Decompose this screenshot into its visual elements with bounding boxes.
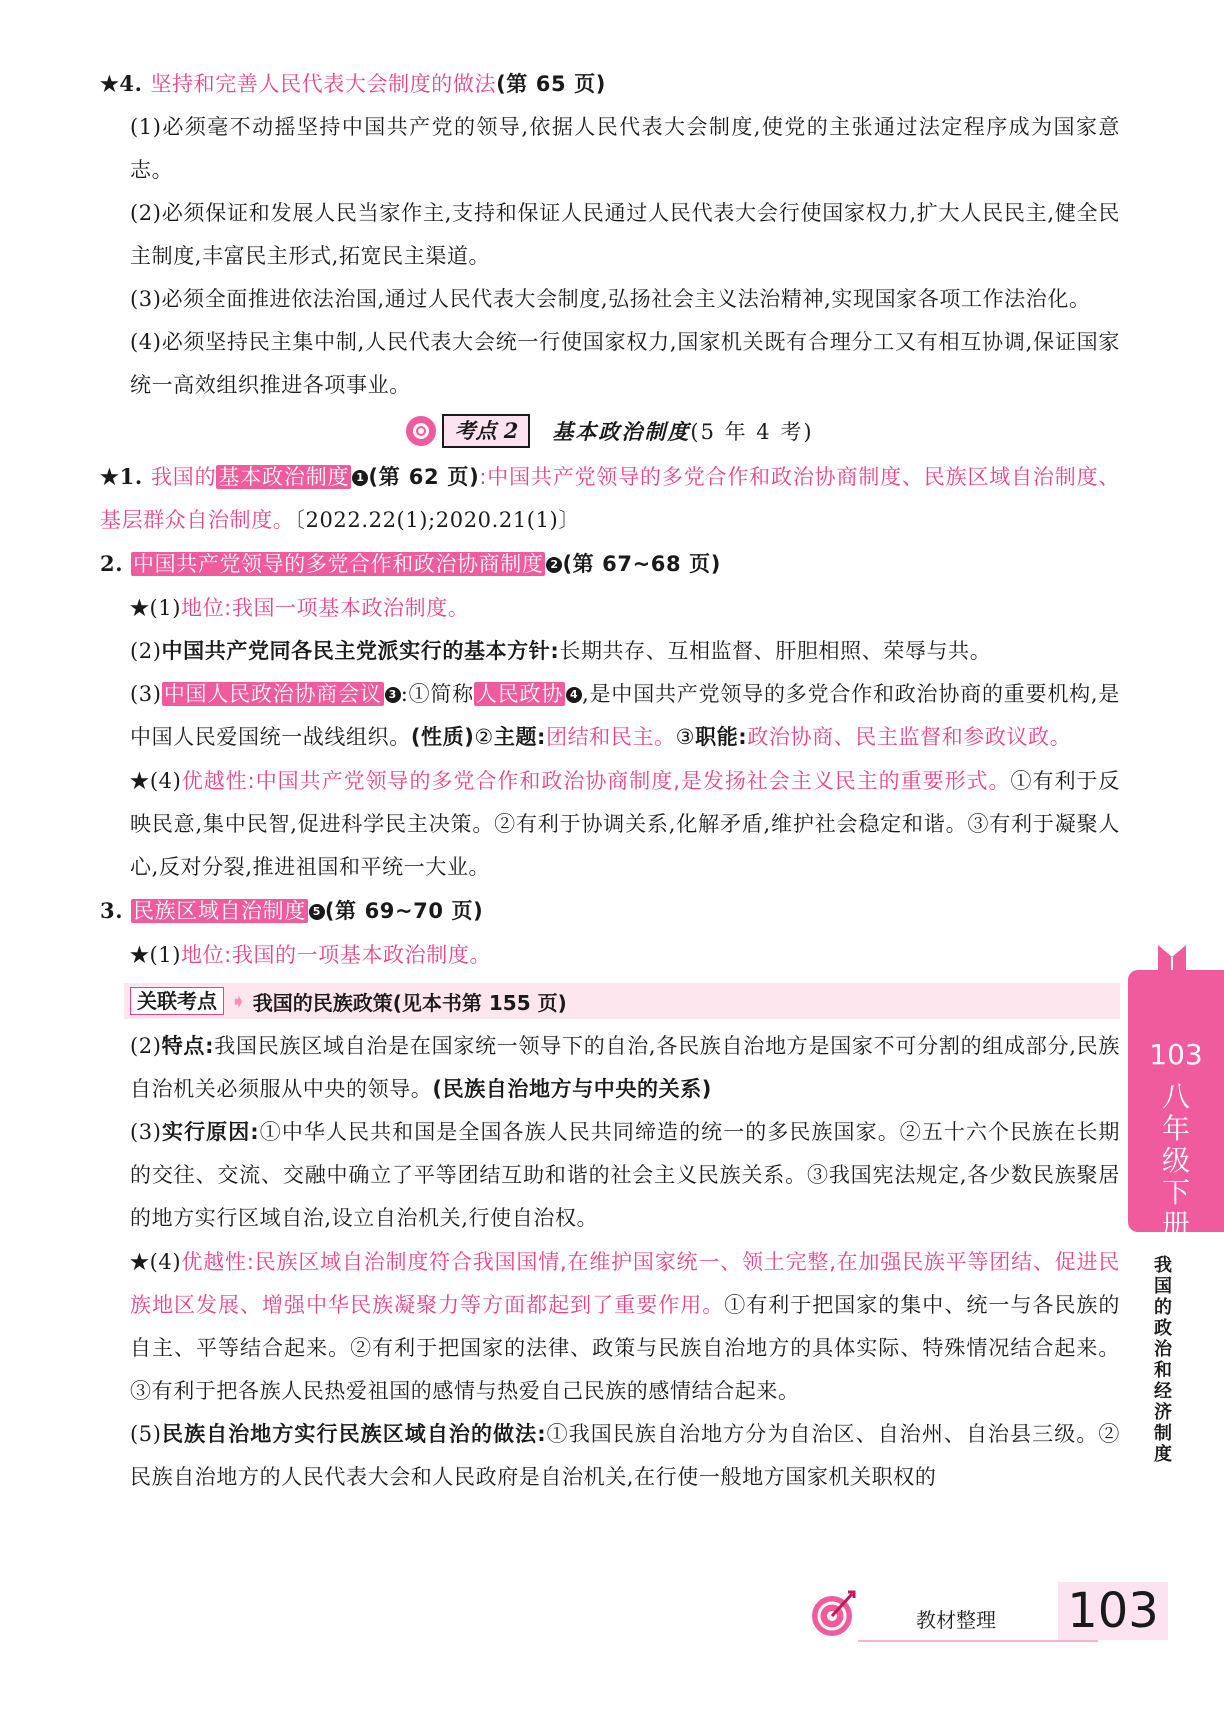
point-3-item-5: (5)民族自治地方实行民族区域自治的做法:①我国民族自治地方分为自治区、自治州、自治县三级。②民族自治地方的人民代表大会和人民政府是自治机关,在行使一般地方国家机关职权的 xyxy=(130,1422,1120,1489)
kaodian-label: 考点 2 xyxy=(442,414,530,448)
point-3-heading: 3. 民族区域自治制度 5 (第 69~70 页) xyxy=(100,898,484,923)
star-marker: ★ xyxy=(130,768,150,793)
target-icon xyxy=(808,1590,856,1638)
point-3-item-1: ★(1)地位:我国的一项基本政治制度。 xyxy=(130,942,492,967)
star-marker: ★1. xyxy=(100,464,151,489)
point-2-item-1: ★(1)地位:我国一项基本政治制度。 xyxy=(130,595,470,620)
star-marker: ★ xyxy=(130,942,150,967)
related-tag: 关联考点 xyxy=(130,987,224,1015)
highlight-term: 基本政治制度 xyxy=(218,465,350,489)
footnote-marker: 4 xyxy=(566,687,582,703)
grade-label: 八年级下册 xyxy=(1161,1080,1190,1241)
footer-rule xyxy=(858,1640,1098,1642)
kaodian-header xyxy=(100,407,1120,455)
star-marker: ★ xyxy=(130,1249,150,1274)
point-1-body: 中国共产党领导的多党合作和政治协商制度、民族区域自治制度、基层群众自治制度。 xyxy=(100,465,1120,532)
related-point-bar xyxy=(124,983,1120,1019)
point-2-item-2: (2)中国共产党同各民主党派实行的基本方针:长期共存、互相监督、肝胆相照、荣辱与共。 xyxy=(130,639,992,663)
kaodian-title: 基本政治制度(5 年 4 考) xyxy=(552,419,814,444)
highlight-term: 民族区域自治制度 xyxy=(133,899,306,923)
target-icon xyxy=(406,416,436,446)
page-ref: (第 69~70 页) xyxy=(324,899,484,923)
grade-side-tab xyxy=(1128,970,1224,1241)
unit-title: 我国的政治和经济制度 xyxy=(1154,1255,1172,1465)
page-ref: (第 62 页) xyxy=(368,465,480,489)
star-marker: ★4. xyxy=(100,71,151,96)
section-4-item-2: (2)必须保证和发展人民当家作主,支持和保证人民通过人民代表大会行使国家权力,扩大人民民主,健全民主制度,丰富民主形式,拓宽民主渠道。 xyxy=(130,201,1120,268)
side-page-number: 103 xyxy=(1149,1038,1203,1071)
footnote-marker: 2 xyxy=(546,557,562,573)
highlight-term: 中国共产党领导的多党合作和政治协商制度 xyxy=(133,552,544,576)
section-4-item-1: (1)必须毫不动摇坚持中国共产党的领导,依据人民代表大会制度,使党的主张通过法定程序成为国家意志。 xyxy=(130,115,1120,182)
point-1: ★1. 我国的基本政治制度 1 (第 62 页):中国共产党领导的多党合作和政治协商制度、民族区域自治制度、基层群众自治制度。〔2022.22(1);2020.21(1)〕 xyxy=(100,464,1120,532)
point-2-item-4: ★(4)优越性:中国共产党领导的多党合作和政治协商制度,是发扬社会主义民主的重要形式。①有利于反映民意,集中民智,促进科学民主决策。②有利于协调关系,化解矛盾,维护社会稳定和谐。③有利于凝聚人心,反对分裂,推进祖国和平统一大业。 xyxy=(130,768,1120,879)
section-4-title: 坚持和完善人民代表大会制度的做法 xyxy=(150,72,497,96)
footnote-marker: 5 xyxy=(309,904,325,920)
page-footer xyxy=(808,1582,1168,1642)
footer-label: 教材整理 xyxy=(916,1608,996,1632)
page-content xyxy=(100,62,1120,1499)
highlight-term: 人民政协 xyxy=(475,682,564,706)
page-ref: (第 65 页) xyxy=(496,72,606,96)
point-3-item-3: (3)实行原因:①中华人民共和国是全国各族人民共同缔造的统一的多民族国家。②五十六个民族在长期的交往、交流、交融中确立了平等团结互助和谐的社会主义民族关系。③我国宪法规定,各少数民族聚居的地方实行区域自治,设立自治机关,行使自治权。 xyxy=(130,1120,1120,1230)
page-ref: (第 67~68 页) xyxy=(562,552,721,576)
highlight-term: 中国人民政治协商会议 xyxy=(163,682,382,706)
footnote-marker: 3 xyxy=(385,687,401,703)
related-text: 我国的民族政策(见本书第 155 页) xyxy=(252,990,567,1015)
point-2-heading: 2. 中国共产党领导的多党合作和政治协商制度 2 (第 67~68 页) xyxy=(100,551,721,576)
kaodian-frequency: (5 年 4 考) xyxy=(690,420,814,444)
point-3-item-2: (2)特点:我国民族区域自治是在国家统一领导下的自治,各民族自治地方是国家不可分割的组成部分,民族自治机关必须服从中央的领导。(民族自治地方与中央的关系) xyxy=(130,1034,1120,1101)
section-4-item-4: (4)必须坚持民主集中制,人民代表大会统一行使国家权力,国家机关既有合理分工又有相互协调,保证国家统一高效组织推进各项事业。 xyxy=(130,330,1120,397)
point-3-item-4: ★(4)优越性:民族区域自治制度符合我国国情,在维护国家统一、领土完整,在加强民族平等团结、促进民族地区发展、增强中华民族凝聚力等方面都起到了重要作用。①有利于把国家的集中、统一与各民族的自主、平等结合起来。②有利于把国家的法律、政策与民族自治地方的具体实际、特殊情况结合起来。③有利于把各族人民热爱祖国的感情与热爱自己民族的感情结合起来。 xyxy=(130,1249,1120,1403)
section-4-item-3: (3)必须全面推进依法治国,通过人民代表大会制度,弘扬社会主义法治精神,实现国家各项工作法治化。 xyxy=(130,287,1091,311)
arrow-right-icon: ➧ xyxy=(230,989,247,1013)
section-4-heading xyxy=(100,62,1120,106)
footnote-marker: 1 xyxy=(352,470,368,486)
exam-ref: 〔2022.22(1);2020.21(1)〕 xyxy=(294,508,580,532)
star-marker: ★ xyxy=(130,595,150,620)
point-2-item-3: (3)中国人民政治协商会议 3 :①简称人民政协 4 ,是中国共产党领导的多党合作和政治协商的重要机构,是中国人民爱国统一战线组织。(性质)②主题:团结和民主。③职能:政治协商、民主监督和参政议政。 xyxy=(130,682,1120,749)
page-number: 103 xyxy=(1058,1582,1168,1640)
